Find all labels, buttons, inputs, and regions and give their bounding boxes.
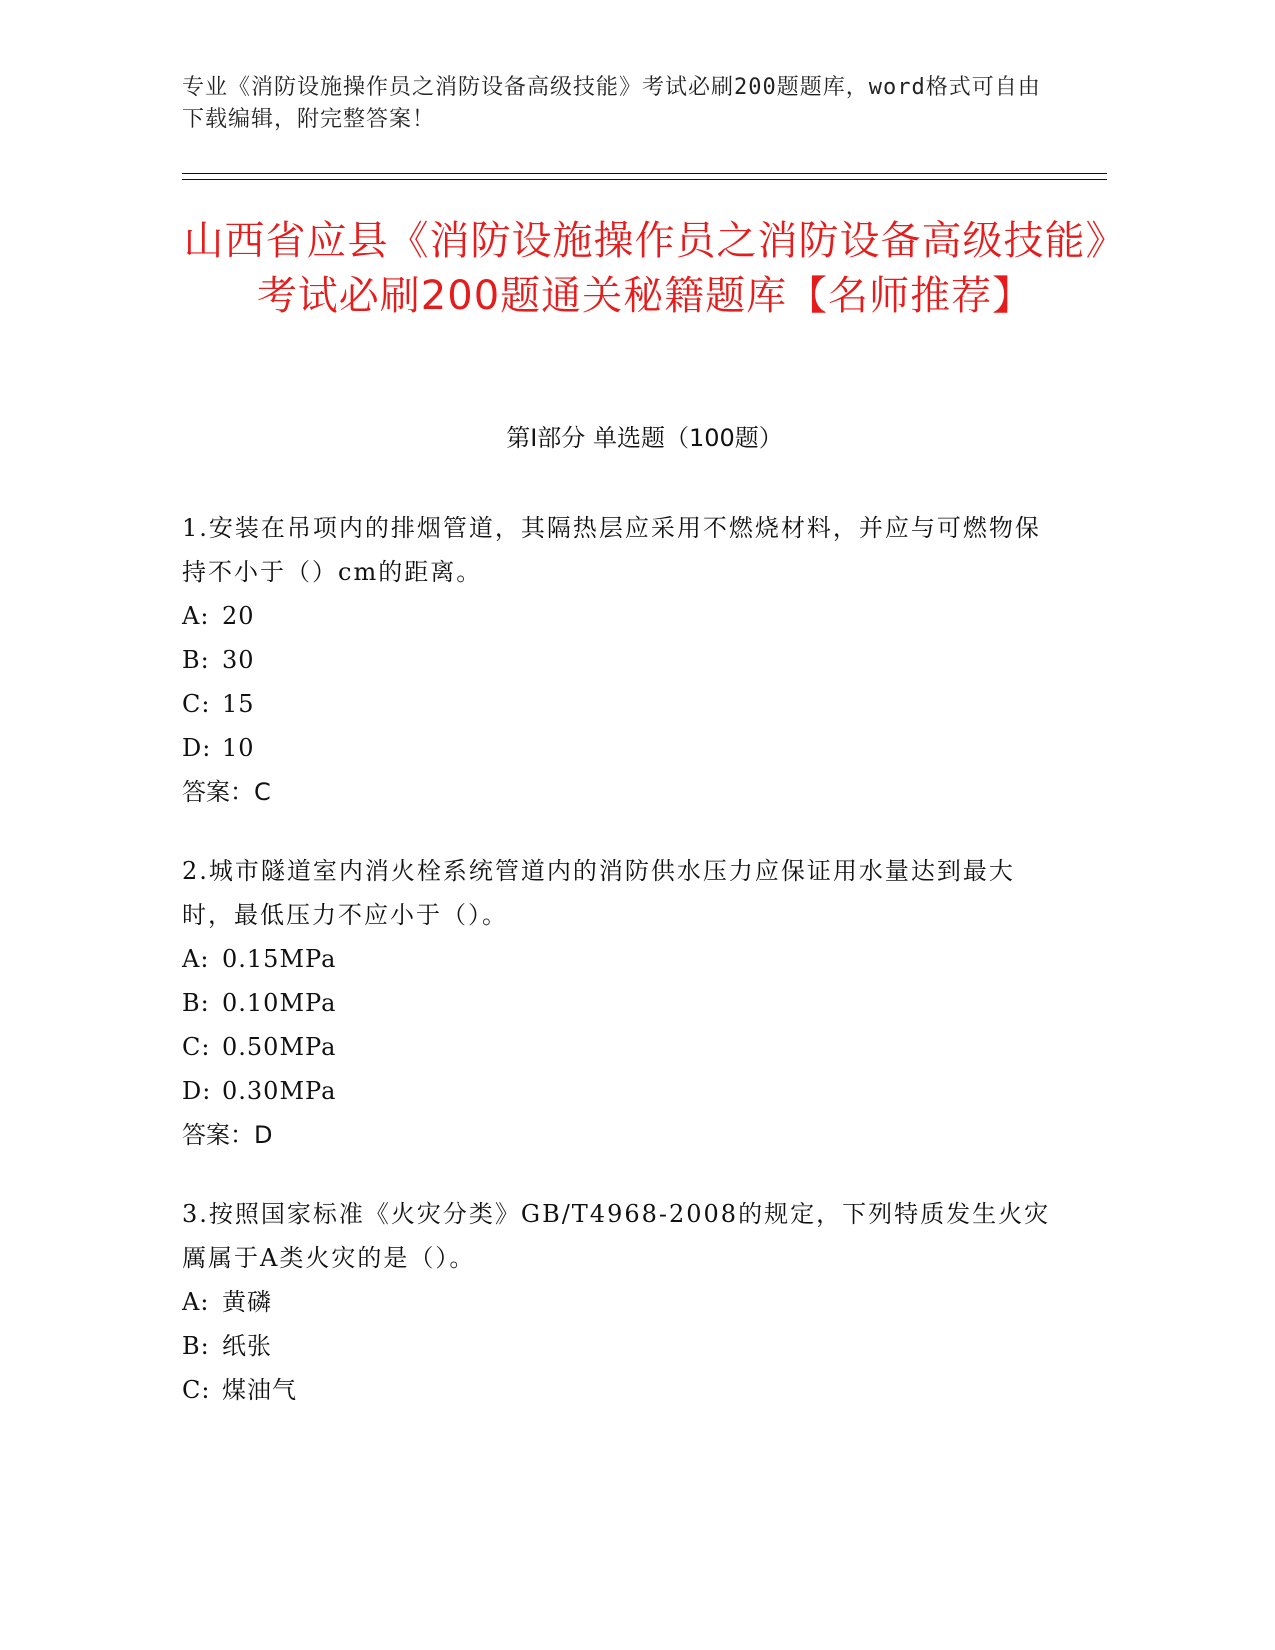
option-b [182,1324,1062,1368]
option-text: 0.50MPa [222,1033,337,1061]
question-2 [182,849,1062,1157]
option-text: 0.30MPa [222,1077,337,1105]
option-b [182,981,1062,1025]
option-letter: C: [182,690,211,718]
option-text: 纸张 [222,1332,272,1360]
question-1 [182,506,1062,814]
option-text: 黄磷 [222,1288,272,1316]
document-title: 山西省应县《消防设施操作员之消防设备高级技能》考试必刷200题通关秘籍题库【名师推荐】 [183,218,1107,319]
header-rule-bottom [182,179,1107,180]
option-d [182,726,1062,770]
option-letter: A: [182,945,210,973]
option-letter: C: [182,1033,211,1061]
option-text: 0.10MPa [222,989,337,1017]
option-text: 0.15MPa [222,945,337,973]
option-letter: D: [182,734,212,762]
option-letter: C: [182,1376,211,1404]
section-heading: 第Ⅰ部分 单选题（100题） [506,424,783,452]
header-rule-top [182,173,1107,174]
question-stem: 3.按照国家标准《火灾分类》GB/T4968-2008的规定，下列特质发生火灾厲属于A类火灾的是（）。 [182,1200,1051,1272]
option-letter: D: [182,1077,212,1105]
question-list [182,506,1062,1447]
option-letter: B: [182,989,210,1017]
answer-line: 答案：D [182,1121,273,1149]
option-text: 10 [222,734,255,762]
header-note: 专业《消防设施操作员之消防设备高级技能》考试必刷200题题库，word格式可自由下载编辑，附完整答案！ [182,75,1041,132]
option-a [182,594,1062,638]
option-d [182,1069,1062,1113]
option-text: 煤油气 [222,1376,297,1404]
option-a [182,937,1062,981]
option-text: 30 [222,646,255,674]
option-letter: A: [182,602,210,630]
option-c [182,682,1062,726]
question-stem: 2.城市隧道室内消火栓系统管道内的消防供水压力应保证用水量达到最大时，最低压力不应小于（）。 [182,857,1015,929]
question-3 [182,1192,1062,1412]
option-text: 15 [222,690,255,718]
answer-line: 答案：C [182,778,271,806]
option-c [182,1025,1062,1069]
option-a [182,1280,1062,1324]
option-c [182,1368,1062,1412]
option-letter: A: [182,1288,210,1316]
question-stem: 1.安装在吊项内的排烟管道，其隔热层应采用不燃烧材料，并应与可燃物保持不小于（）cm的距离。 [182,514,1041,586]
option-letter: B: [182,646,210,674]
option-text: 20 [222,602,255,630]
option-letter: B: [182,1332,210,1360]
option-b [182,638,1062,682]
